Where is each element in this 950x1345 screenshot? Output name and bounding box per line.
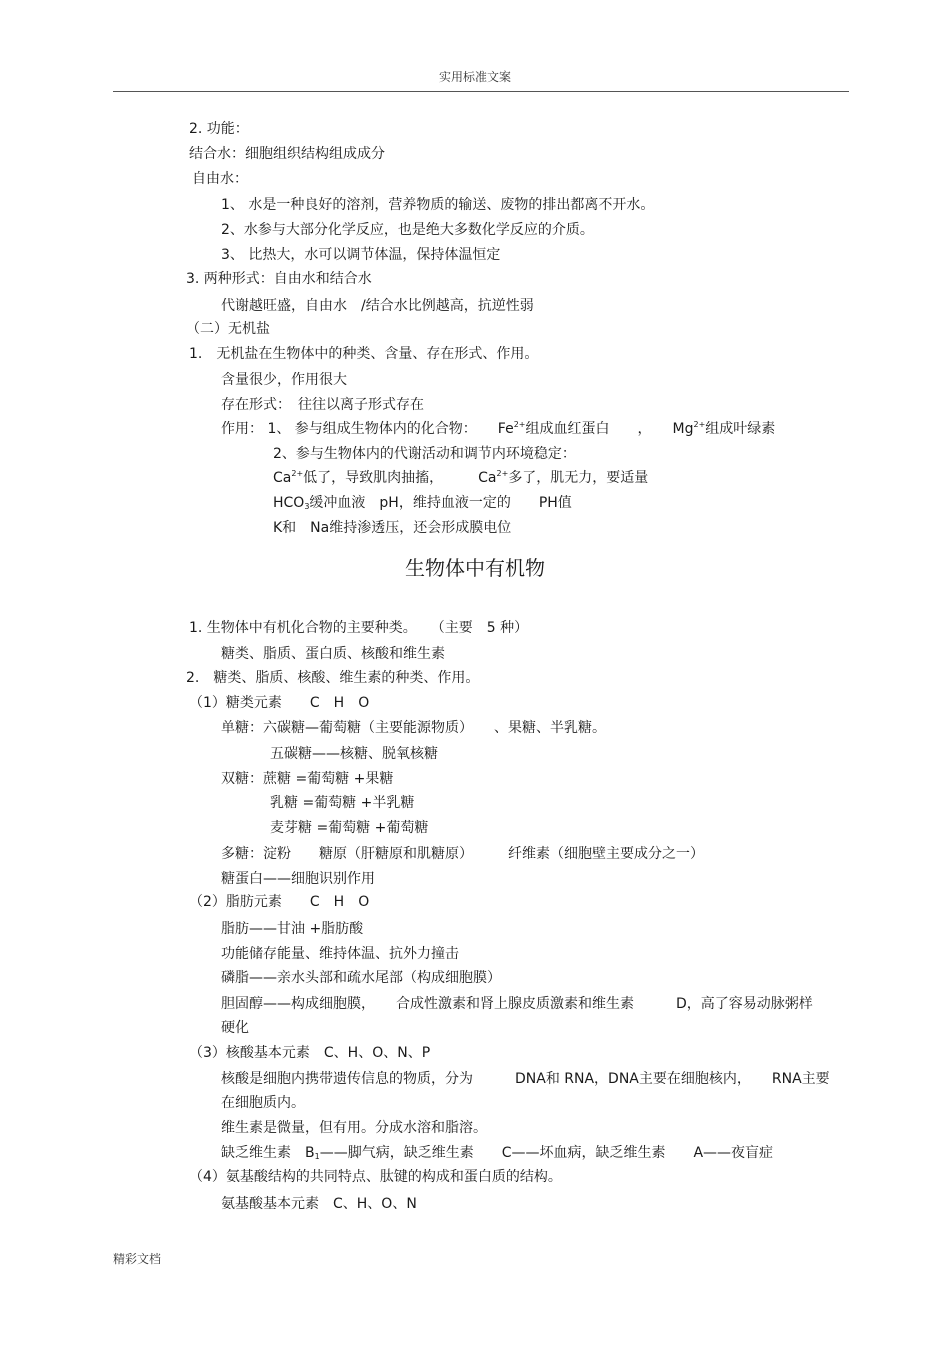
text-line [221,420,775,438]
text-line: 糖类、脂质、蛋白质、核酸和维生素 [221,646,445,662]
text-part: 作用： 1、 参与组成生物体内的化合物： Fe [221,421,514,437]
text-part: 多了，肌无力，要适量 [508,470,649,486]
text-line [221,1144,773,1162]
text-part: 缓冲血液 pH，维持血液一定的 PH值 [309,495,572,511]
text-line: K和 Na维持渗透压，还会形成膜电位 [273,520,512,536]
text-line: 代谢越旺盛，自由水 /结合水比例越高，抗逆性弱 [221,298,534,314]
text-line: 多糖：淀粉 糖原（肝糖原和肌糖原） 纤维素（细胞壁主要成分之一） [221,846,704,862]
text-line: 脂肪——甘油 +脂肪酸 [221,921,364,937]
text-line: 核酸是细胞内携带遗传信息的物质，分为 DNA和 RNA，DNA主要在细胞核内， RNA主要 [221,1071,830,1087]
subsection-heading: （1）糖类元素 C H O [189,695,370,711]
page-footer: 精彩文档 [113,1252,162,1266]
ion-charge: 2+ [693,420,706,429]
text-line: 氨基酸基本元素 C、H、O、N [221,1196,417,1212]
text-line: 维生素是微量，但有用。分成水溶和脂溶。 [221,1120,487,1136]
text-line: 3、 比热大，水可以调节体温，保持体温恒定 [221,247,501,263]
text-line: 单糖：六碳糖—葡萄糖（主要能源物质） 、果糖、半乳糖。 [221,720,606,736]
text-line: 五碳糖——核糖、脱氧核糖 [270,746,438,762]
text-line [273,494,572,512]
ion-charge: 2+ [513,420,526,429]
text-part: HCO [273,495,305,511]
section-heading: （二）无机盐 [186,321,270,337]
text-line: 功能储存能量、维持体温、抗外力撞击 [221,946,459,962]
text-line: 硬化 [221,1020,249,1036]
text-line: 2. 功能： [189,121,249,137]
subscript: 3 [304,502,310,511]
text-line: 2、水参与大部分化学反应，也是绝大多数化学反应的介质。 [221,222,594,238]
text-part: 低了，导致肌肉抽搐， Ca [303,470,497,486]
subsection-heading: （4）氨基酸结构的共同特点、肽键的构成和蛋白质的结构。 [189,1169,562,1185]
text-line: 糖蛋白——细胞识别作用 [221,871,375,887]
subsection-heading: （2）脂肪元素 C H O [189,894,370,910]
header-rule [113,91,849,92]
subsection-heading: （3）核酸基本元素 C、H、O、N、P [189,1045,431,1061]
text-line: 含量很少，作用很大 [221,372,347,388]
text-line: 1. 无机盐在生物体中的种类、含量、存在形式、作用。 [189,346,539,362]
text-line: 2、参与生物体内的代谢活动和调节内环境稳定： [273,446,576,462]
text-line [273,469,648,487]
text-part: 缺乏维生素 B [221,1145,315,1161]
section-title: 生物体中有机物 [405,556,545,580]
subscript: 1 [314,1152,320,1161]
page-header: 实用标准文案 [438,70,511,84]
text-line: 在细胞质内。 [221,1095,305,1111]
text-line: 存在形式： 往往以离子形式存在 [221,397,424,413]
text-line: 磷脂——亲水头部和疏水尾部（构成细胞膜） [221,970,501,986]
text-part: 组成血红蛋白 ， Mg [525,421,694,437]
text-line: 麦芽糖 =葡萄糖 +葡萄糖 [270,820,429,836]
text-part: Ca [273,470,292,486]
text-line: 乳糖 =葡萄糖 +半乳糖 [270,795,415,811]
text-line: 1. 生物体中有机化合物的主要种类。 （主要 5 种） [189,620,529,636]
text-line: 结合水：细胞组织结构组成成分 [189,146,385,162]
ion-charge: 2+ [496,469,509,478]
text-line: 3. 两种形式：自由水和结合水 [186,271,372,287]
text-line: 双糖：蔗糖 =葡萄糖 +果糖 [221,771,394,787]
text-line: 1、 水是一种良好的溶剂，营养物质的输送、废物的排出都离不开水。 [221,197,655,213]
text-line: 2. 糖类、脂质、核酸、维生素的种类、作用。 [186,670,480,686]
text-line: 胆固醇——构成细胞膜， 合成性激素和肾上腺皮质激素和维生素 D，高了容易动脉粥样 [221,996,813,1012]
ion-charge: 2+ [291,469,304,478]
text-part: ——脚气病，缺乏维生素 C——坏血病，缺乏维生素 A——夜盲症 [319,1145,774,1161]
text-part: 组成叶绿素 [705,421,776,437]
text-line: 自由水： [192,171,248,187]
